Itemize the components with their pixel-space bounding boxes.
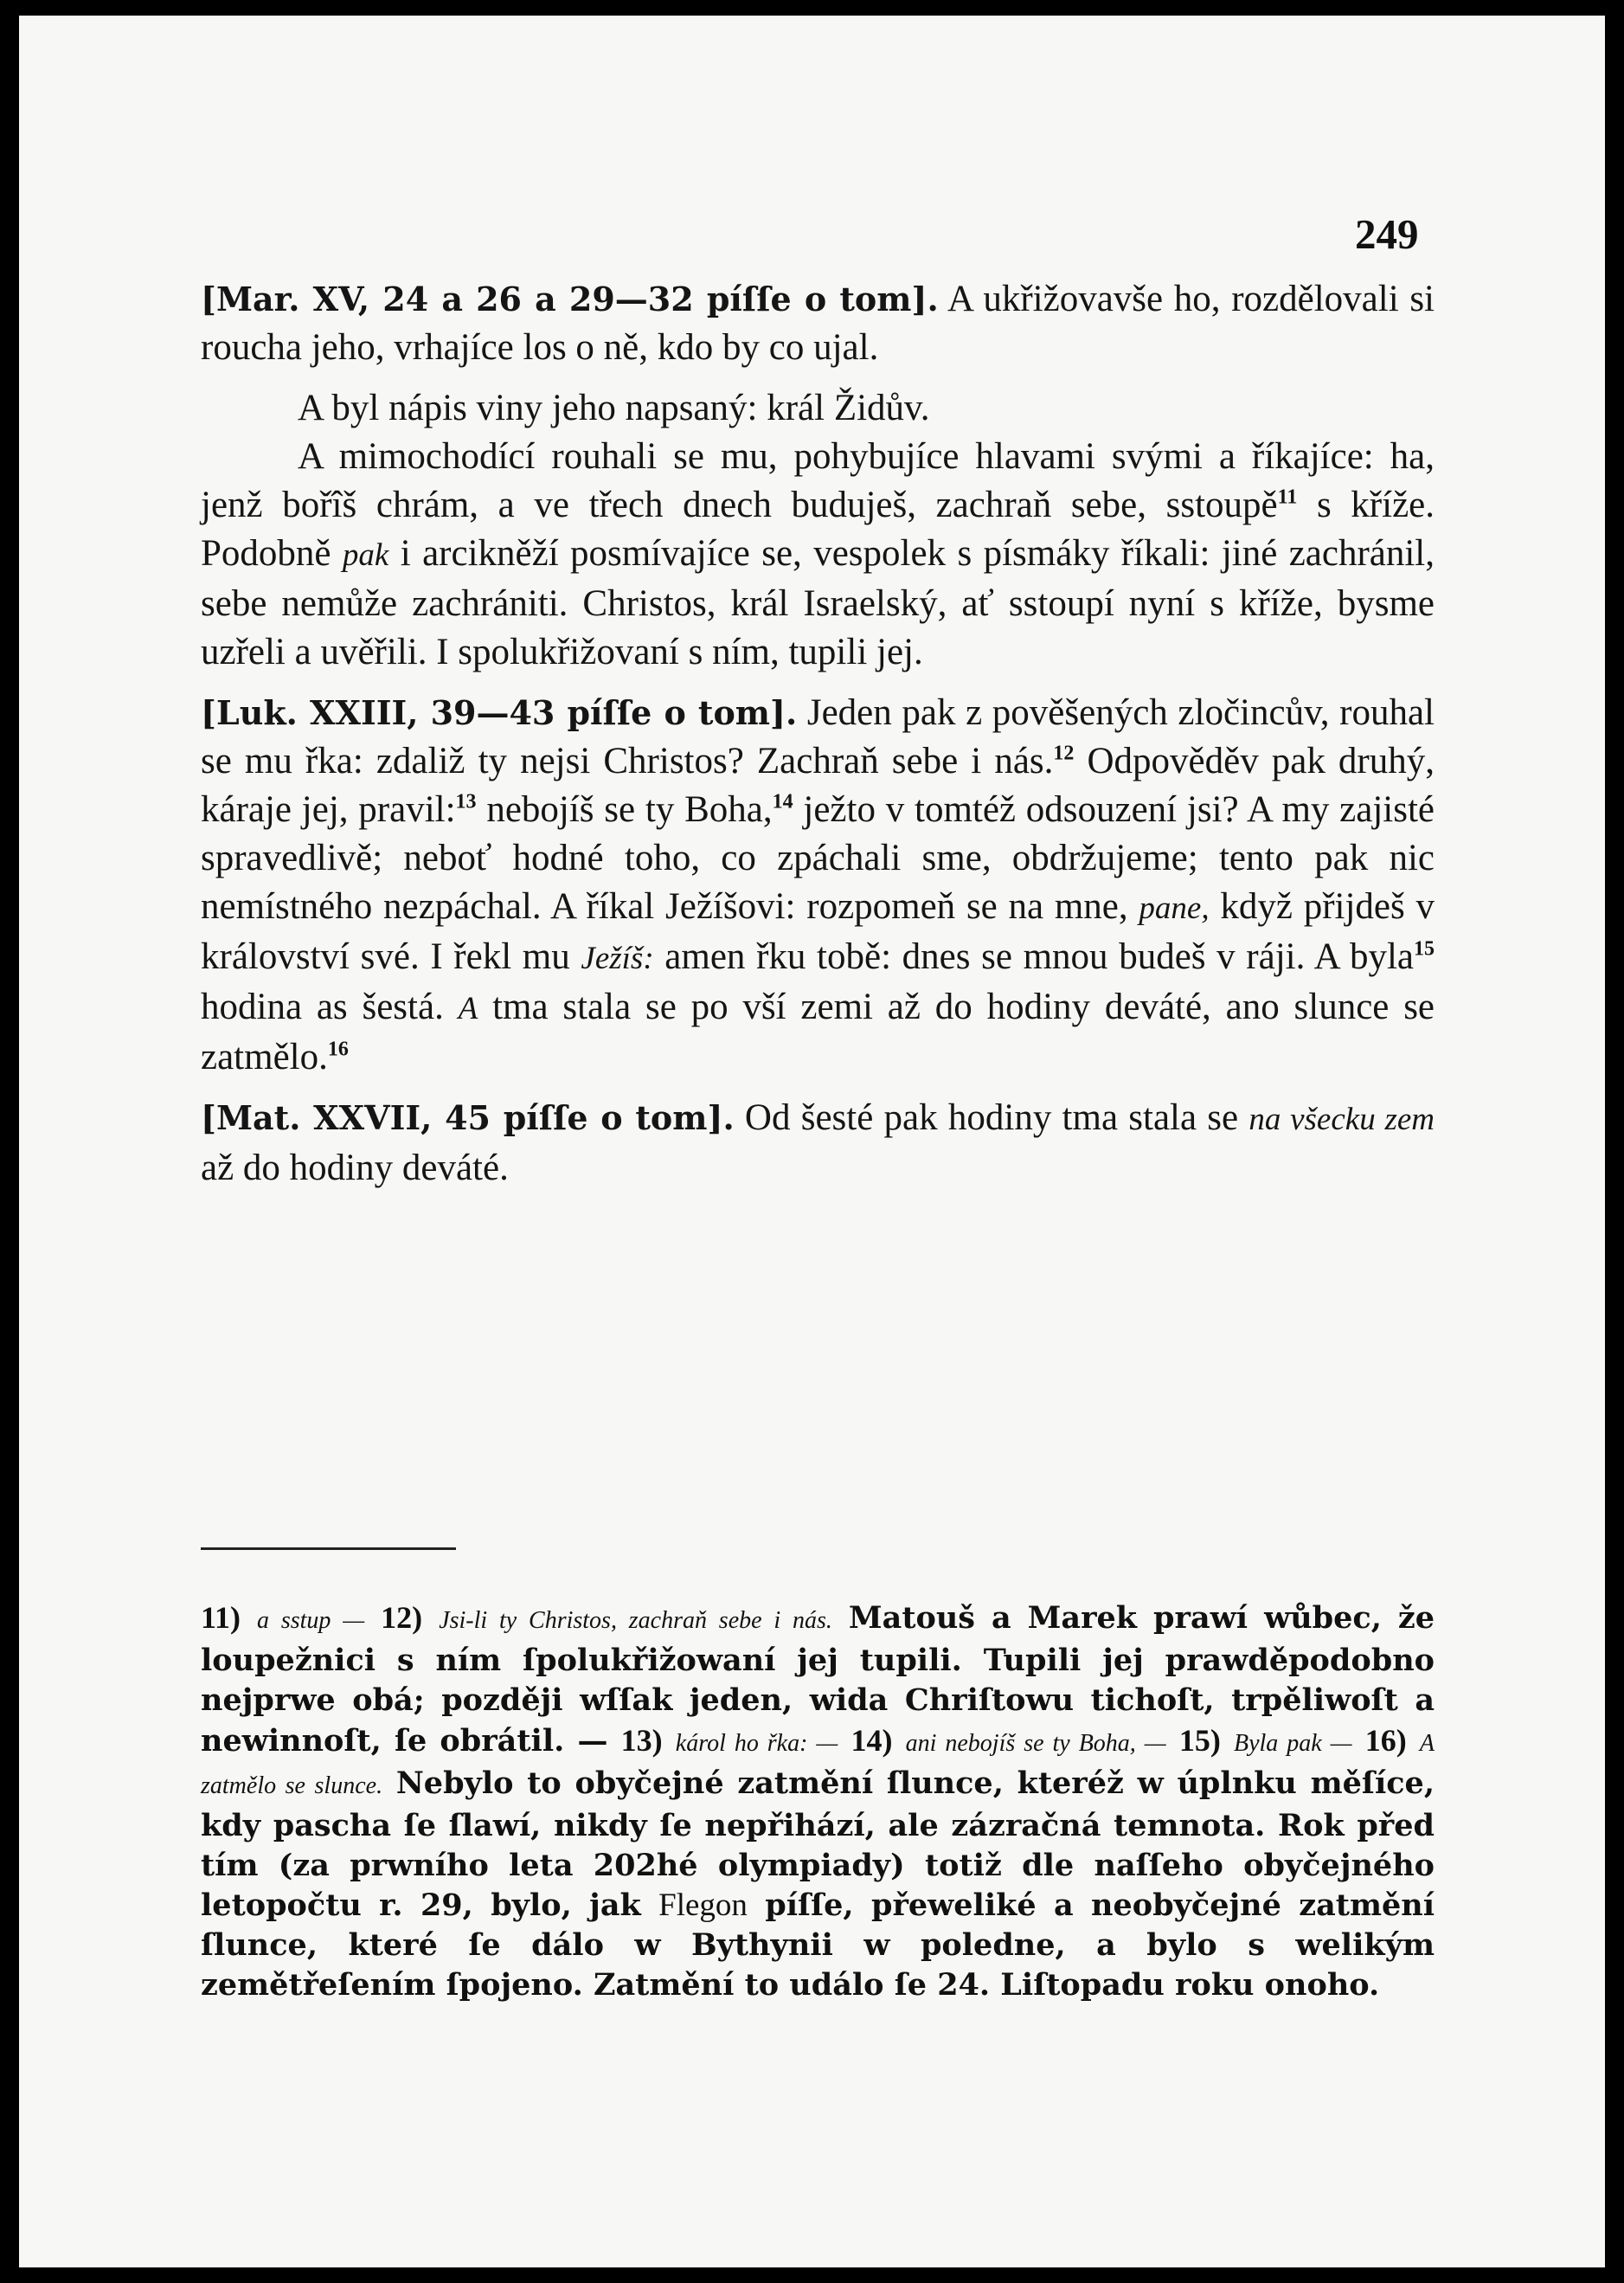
footnote-13-text: károl ho řka: — [675,1730,838,1757]
main-text [201,275,1435,1205]
footnote-16-commentary: Nebylo to obyčejné zatmění ſlunce, kteréž w úplnku měſíce, kdy pascha ſe ſlawí, nikdy ſe nepřihází, ale zázračná temnota. Rok před tím (za prwního leta 202hé olympiady) totiž dle naſſeho obyčejného letopočtu r. 29, bylo, jak [201,1765,1435,1923]
footnote-number-15: 15) [1178,1723,1221,1758]
footnote-16-text: A zatmělo se slunce. [201,1730,1435,1799]
paragraph-text: A ukřižovavše ho, rozdělovali si roucha jeho, vrhajíce los o ně, kdo by co ujal. [201,279,1435,368]
paragraph-luke [201,689,1435,1082]
italic-word: pane, [1139,891,1210,926]
text-span: amen řku tobě: dnes se mnou budeš v ráji. A byla [653,936,1414,977]
book-page [19,16,1605,2267]
footnotes [201,1598,1435,2005]
footnote-marker-16: 16 [327,1038,349,1061]
footnote-number-12: 12) [381,1600,423,1635]
italic-word: A [458,991,478,1026]
text-span: tma stala se po vší zemi až do hodiny deváté, ano slunce se zatmělo. [201,987,1435,1077]
footnote-marker-11: 11 [1277,486,1298,509]
italic-word: pak [342,537,389,573]
text-span: Od šesté pak hodiny tma stala se [734,1097,1249,1138]
footnote-marker-15: 15 [1414,937,1435,961]
footnote-14-text: ani nebojíš se ty Boha, — [905,1730,1166,1757]
text-span: Odpověděv pak druhý, káraje jej, pravil: [201,741,1435,830]
footnote-number-14: 14) [851,1723,893,1758]
footnote-12-commentary: Matouš a Marek prawí wůbec, že loupežnici s ním ſpolukřižowaní jej tupili. Tupili jej prawděpodobno nejprwe obá; později wſſak jeden, wida Chriſtowu tichoſt, trpěliwoſt a newinnoſt, ſe obrátil. — [201,1600,1435,1759]
scripture-reference: [Luk. XXIII, 39—43 píſſe o tom]. [201,693,798,732]
paragraph-matthew [201,1094,1435,1193]
footnote-number-16: 16) [1364,1723,1407,1758]
footnote-16-commentary-cont: píſſe, přeweliké a neobyčejné zatmění ſlunce, které ſe dálo w Bythynii w poledne, a bylo s welikým zemětřeſením ſpojeno. Zatmění to událo ſe 24. Liſtopadu roku onoho. [201,1887,1435,2003]
footnote-marker-12: 12 [1053,742,1075,765]
italic-phrase: na všecku zem [1248,1102,1435,1137]
text-span: ježto v tomtéž odsouzení jsi? A my zajisté spravedlivě; neboť hodné toho, co zpáchali sme, obdržujeme; tento pak nic nemístného nezpáchal. A říkal Ježíšovi: rozpomeň se na mne, [201,789,1435,927]
footnote-divider [201,1547,456,1550]
latin-name-flegon: Flegon [658,1887,748,1923]
text-span: i arcikněží posmívajíce se, vespolek s písmáky říkali: jiné zachránil, sebe nemůže zachrániti. Christos, král Israelský, ať sstoupí nyní s kříže, bysme uzřeli a uvěřili. I spolukřižovaní s ním, tupili jej. [201,533,1435,672]
footnote-11-text: a sstup — [257,1607,365,1634]
footnote-marker-14: 14 [772,790,793,814]
footnote-marker-13: 13 [455,790,477,814]
footnote-number-13: 13) [620,1723,663,1758]
footnote-12-text: Jsi-li ty Christos, zachraň sebe i nás. [439,1607,832,1634]
text-span: když přijdeš v království své. I řekl mu [201,886,1435,977]
text-span: s kříže. Podobně [201,485,1435,574]
text-span: Jeden pak z pověšených zločincův, rouhal se mu řka: zdaliž ty nejsi Christos? Zachraň sebe i nás. [201,692,1435,781]
footnote-15-text: Byla pak — [1234,1730,1352,1757]
italic-word: Ježíš: [581,941,654,976]
text-span: A mimochodící rouhali se mu, pohybujíce hlavami svými a říkajíce: ha, jenž bořîš chrám, a ve třech dnech buduješ, zachraň sebe, sstoupě [201,436,1435,525]
paragraph-mark [201,275,1435,372]
paragraph-inscription: A byl nápis viny jeho napsaný: král Židův. [298,388,930,428]
scripture-reference: [Mar. XV, 24 a 26 a 29—32 píſſe o tom]. [201,280,939,318]
text-span: hodina as šestá. [201,987,459,1027]
footnote-number-11: 11) [201,1600,241,1635]
page-number: 249 [1355,210,1419,258]
text-span: až do hodiny deváté. [201,1148,509,1188]
paragraph-mocking [201,433,1435,677]
scripture-reference: [Mat. XXVII, 45 píſſe o tom]. [201,1098,735,1137]
text-span: nebojíš se ty Boha, [476,789,773,830]
